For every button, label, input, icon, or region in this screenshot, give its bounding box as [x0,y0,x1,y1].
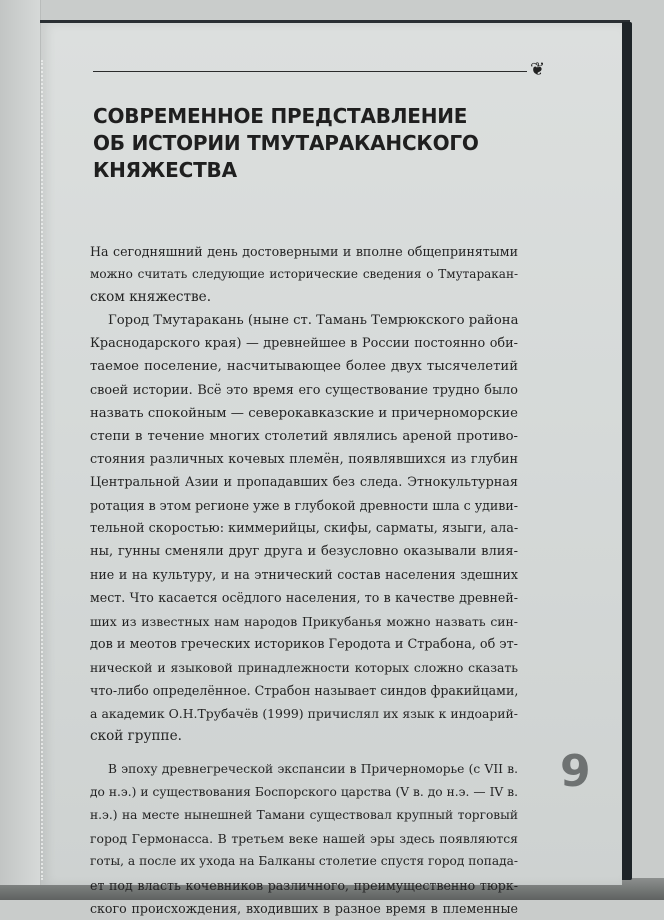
text-line: назвать спокойным — северокавказские и причерноморские [90,405,518,421]
text-line: ротация в этом регионе уже в глубокой древности шла с удиви- [90,498,518,514]
book-cover-right-edge [622,22,632,880]
paragraph-2 [90,309,518,748]
text-line: стояния различных кочевых племён, появлявшихся из глубин [90,451,518,467]
fleuron-ornament-icon: ❦ [530,59,546,80]
text-line: ет под власть кочевников различного, преимущественно тюрк- [90,877,518,893]
text-line: Город Тмутаракань (ныне ст. Тамань Темрюкского района [108,313,519,329]
paragraph-spacer [90,748,518,758]
text-line: ском княжестве. [90,289,212,306]
paragraph-3 [90,758,518,920]
text-line: можно считать следующие исторические сведения о Тмутаракан- [90,267,518,282]
text-line: ской группе. [90,727,182,744]
text-line: тельной скоростью: киммерийцы, скифы, сарматы, языги, ала- [90,521,519,537]
previous-page-edge [0,0,41,885]
text-line: степи в течение многих столетий являлись ареной противо- [90,428,518,444]
text-line: что-либо определённое. Страбон называет синдов фракийцами, [90,682,519,698]
text-line: своей истории. Всё это время его существование трудно было [90,382,518,398]
text-line: Краснодарского края) — древнейшее в России постоянно оби- [90,336,518,352]
text-line: н.э.) на месте нынешней Тамани существовал крупный торговый [90,808,518,823]
binding-stitch [41,60,46,880]
text-line: а академик О.Н.Трубачёв (1999) причислял их язык к индоарий- [90,705,518,721]
chapter-title-line: СОВРЕМЕННОЕ ПРЕДСТАВЛЕНИЕ [93,104,468,128]
page-number: 9 [560,746,591,797]
paragraph-1 [90,240,518,309]
header-rule [93,71,527,72]
body-text [90,240,518,920]
text-line: ны, гунны сменяли друг друга и безусловно оказывали влия- [90,544,518,560]
text-line: На сегодняшний день достоверными и вполне общепринятыми [90,244,518,259]
text-line: до н.э.) и существования Боспорского царства (V в. до н.э. — IV в. [90,785,518,800]
text-line: В эпоху древнегреческой экспансии в Причерноморье (с VII в. [108,762,518,777]
text-line: нической и языковой принадлежности которых сложно сказать [90,659,518,675]
chapter-title-line: КНЯЖЕСТВА [93,158,237,182]
text-line: город Гермонасса. В третьем веке нашей эры здесь появляются [90,831,518,847]
text-line: ших из известных нам народов Прикубанья можно назвать син- [90,613,518,629]
text-line: дов и меотов греческих историков Геродота и Страбона, об эт- [90,636,518,652]
chapter-title-line: ОБ ИСТОРИИ ТМУТАРАКАНСКОГО [93,131,479,155]
text-line: ского происхождения, входивших в разное время в племенные [90,900,518,916]
text-line: мест. Что касается осёдлого населения, то в качестве древней- [90,590,518,606]
text-line: таемое поселение, насчитывающее более двух тысячелетий [90,359,518,375]
chapter-title [93,103,533,184]
text-line: Центральной Азии и пропадавших без следа. Этнокультурная [90,474,518,490]
text-line: готы, а после их ухода на Балканы столетие спустя город попада- [90,854,518,869]
text-line: ние и на культуру, и на этнический состав населения здешних [90,567,518,583]
